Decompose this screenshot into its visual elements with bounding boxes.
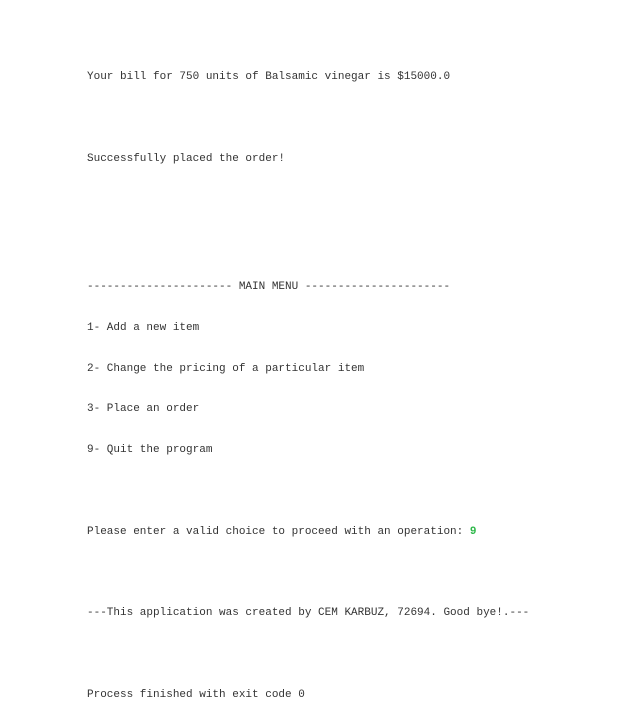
spacer	[87, 194, 607, 221]
menu-header: ---------------------- MAIN MENU ----------------------	[87, 281, 451, 294]
bill-line: Your bill for 750 units of Balsamic vinegar is $15000.0	[87, 71, 451, 84]
menu-item-quit: 9- Quit the program	[87, 444, 213, 457]
spacer	[87, 248, 607, 254]
menu-item-place-order: 3- Place an order	[87, 403, 200, 416]
console-output	[87, 44, 607, 716]
spacer	[87, 648, 607, 662]
order-success-line: Successfully placed the order!	[87, 152, 286, 165]
prompt-text: Please enter a valid choice to proceed with an operation:	[87, 525, 470, 538]
menu-item-change-pricing: 2- Change the pricing of a particular item	[87, 362, 365, 375]
prompt-line	[87, 526, 607, 540]
goodbye-line: ---This application was created by CEM KARBUZ, 72694. Good bye!.---	[87, 607, 530, 620]
spacer	[87, 112, 607, 126]
spacer	[87, 485, 607, 499]
exit-code-line: Process finished with exit code 0	[87, 688, 305, 701]
spacer	[87, 567, 607, 581]
menu-item-add: 1- Add a new item	[87, 321, 200, 334]
user-input-value: 9	[469, 525, 477, 538]
